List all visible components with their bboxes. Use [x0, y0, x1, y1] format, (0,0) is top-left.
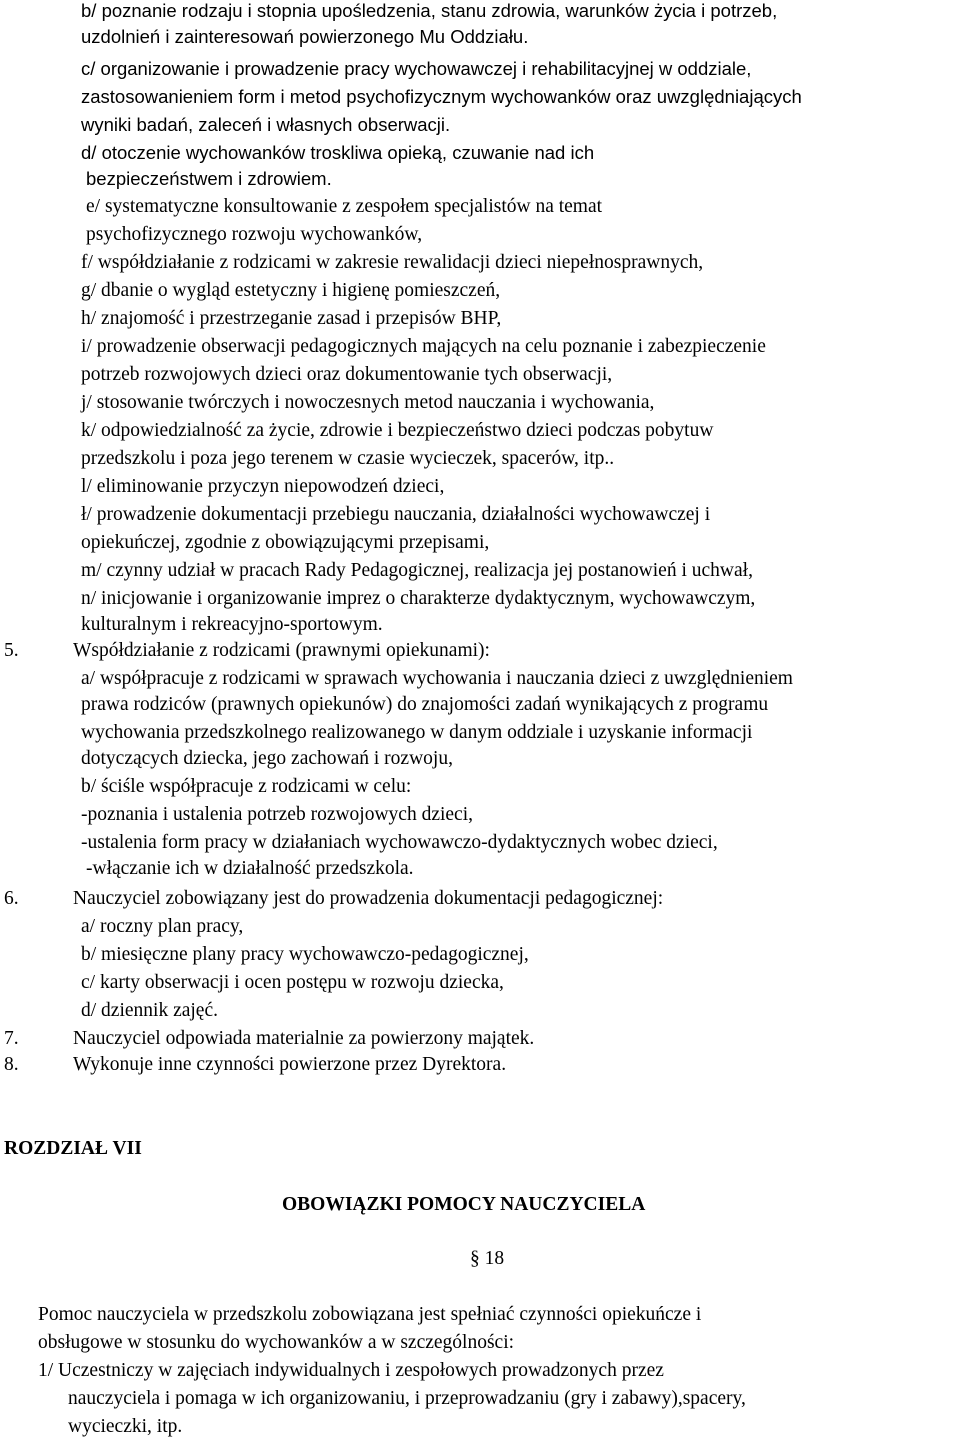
- item-j: j/ stosowanie twórczych i nowoczesnych metod nauczania i wychowania,: [81, 392, 655, 413]
- item-b-line1: b/ poznanie rodzaju i stopnia upośledzenia, stanu zdrowia, warunków życia i potrzeb,: [81, 0, 778, 21]
- item6-c: c/ karty obserwacji i ocen postępu w rozwoju dziecka,: [81, 972, 504, 993]
- item5-a-line2: prawa rodziców (prawnych opiekunów) do znajomości zadań wynikających z programu: [81, 694, 769, 715]
- item5-a-line1: a/ współpracuje z rodzicami w sprawach wychowania i nauczania dzieci z uwzględnieniem: [81, 668, 793, 689]
- chapter-heading: ROZDZIAŁ VII: [4, 1138, 142, 1159]
- closing-line1: Pomoc nauczyciela w przedszkolu zobowiązana jest spełniać czynności opiekuńcze i: [38, 1304, 702, 1325]
- item-i-line1: i/ prowadzenie obserwacji pedagogicznych mających na celu poznanie i zabezpieczenie: [81, 336, 766, 357]
- item8-text: Wykonuje inne czynności powierzone przez Dyrektora.: [73, 1054, 507, 1075]
- item-n-line2: kulturalnym i rekreacyjno-sportowym.: [81, 614, 383, 635]
- item-c-line3: wyniki badań, zaleceń i własnych obserwacji.: [81, 114, 451, 135]
- item-i-line2: potrzeb rozwojowych dzieci oraz dokumentowanie tych obserwacji,: [81, 364, 613, 385]
- item-f: f/ współdziałanie z rodzicami w zakresie rewalidacji dzieci niepełnosprawnych,: [81, 252, 704, 273]
- item8-number: 8.: [4, 1054, 19, 1075]
- item-c-line1: c/ organizowanie i prowadzenie pracy wychowawczej i rehabilitacyjnej w oddziale,: [81, 58, 752, 79]
- item5-number: 5.: [4, 640, 19, 661]
- item-k-line2: przedszkolu i poza jego terenem w czasie wycieczek, spacerów, itp..: [81, 448, 615, 469]
- item-l: l/ eliminowanie przyczyn niepowodzeń dzieci,: [81, 476, 445, 497]
- item6-title: Nauczyciel zobowiązany jest do prowadzenia dokumentacji pedagogicznej:: [73, 888, 664, 909]
- item-m: m/ czynny udział w pracach Rady Pedagogicznej, realizacja jej postanowień i uchwał,: [81, 560, 753, 581]
- item-d-line1: d/ otoczenie wychowanków troskliwa opieką, czuwanie nad ich: [81, 142, 595, 163]
- item7-text: Nauczyciel odpowiada materialnie za powierzony majątek.: [73, 1028, 535, 1049]
- item7-number: 7.: [4, 1028, 19, 1049]
- chapter-title: OBOWIĄZKI POMOCY NAUCZYCIELA: [282, 1194, 646, 1215]
- item-n-line1: n/ inicjowanie i organizowanie imprez o charakterze dydaktycznym, wychowawczym,: [81, 588, 756, 609]
- item-d-line2: bezpieczeństwem i zdrowiem.: [86, 168, 332, 189]
- item5-b2: -ustalenia form pracy w działaniach wychowawczo-dydaktycznych wobec dzieci,: [81, 832, 718, 853]
- item-b-line2: uzdolnień i zainteresowań powierzonego Mu Oddziału.: [81, 26, 529, 47]
- item5-b3: -włączanie ich w działalność przedszkola.: [86, 858, 414, 879]
- item-e-line1: e/ systematyczne konsultowanie z zespołem specjalistów na temat: [86, 196, 603, 217]
- closing-item1-line1: 1/ Uczestniczy w zajęciach indywidualnych i zespołowych prowadzonych przez: [38, 1360, 664, 1381]
- item-c-line2: zastosowanieniem form i metod psychofizycznym wychowanków oraz uwzględniających: [81, 86, 802, 107]
- item5-b: b/ ściśle współpracuje z rodzicami w celu:: [81, 776, 412, 797]
- item5-a-line3: wychowania przedszkolnego realizowanego w danym oddziale i uzyskanie informacji: [81, 722, 753, 743]
- item5-b1: -poznania i ustalenia potrzeb rozwojowych dzieci,: [81, 804, 474, 825]
- item-h: h/ znajomość i przestrzeganie zasad i przepisów BHP,: [81, 308, 502, 329]
- item5-title: Współdziałanie z rodzicami (prawnymi opiekunami):: [73, 640, 490, 661]
- closing-item1-line3: wycieczki, itp.: [68, 1416, 183, 1437]
- item6-d: d/ dziennik zajęć.: [81, 1000, 218, 1021]
- item6-number: 6.: [4, 888, 19, 909]
- closing-item1-line2: nauczyciela i pomaga w ich organizowaniu, i przeprowadzaniu (gry i zabawy),spacery,: [68, 1388, 746, 1409]
- item-g: g/ dbanie o wygląd estetyczny i higienę pomieszczeń,: [81, 280, 501, 301]
- item-k-line1: k/ odpowiedzialność za życie, zdrowie i bezpieczeństwo dzieci podczas pobytuw: [81, 420, 714, 441]
- item-e-line2: psychofizycznego rozwoju wychowanków,: [86, 224, 423, 245]
- section-number: § 18: [470, 1248, 505, 1269]
- closing-line2: obsługowe w stosunku do wychowanków a w szczególności:: [38, 1332, 515, 1353]
- item6-a: a/ roczny plan pracy,: [81, 916, 244, 937]
- item5-a-line4: dotyczących dziecka, jego zachowań i rozwoju,: [81, 748, 453, 769]
- item-l2-line1: ł/ prowadzenie dokumentacji przebiegu nauczania, działalności wychowawczej i: [81, 504, 711, 525]
- item-l2-line2: opiekuńczej, zgodnie z obowiązującymi przepisami,: [81, 532, 490, 553]
- item6-b: b/ miesięczne plany pracy wychowawczo-pedagogicznej,: [81, 944, 529, 965]
